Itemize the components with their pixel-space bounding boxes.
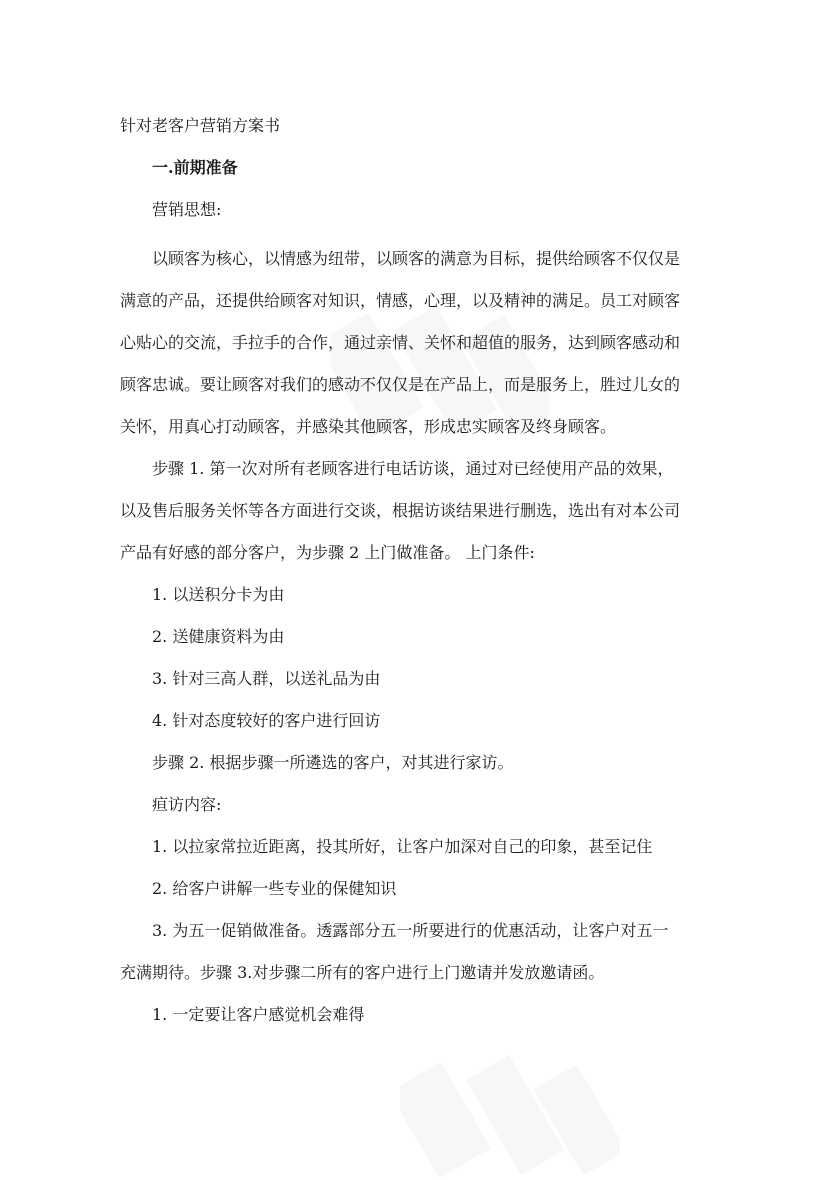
visit-content-heading: 疸访内容:: [152, 795, 222, 814]
step1-paragraph: [120, 448, 710, 574]
step3-list: [120, 994, 710, 1036]
list-item: 1. 一定要让客户感觉机会难得: [152, 1005, 365, 1024]
list-item-continuation: 充满期待。步骤 3.对步骤二所有的客户进行上门邀请并发放邀请函。: [120, 963, 605, 982]
list-item: 3. 针对三高人群，以送礼品为由: [152, 669, 381, 688]
list-item: 2. 送健康资料为由: [152, 627, 285, 646]
list-item: 3. 为五一促销做准备。透露部分五一所要进行的优惠活动，让客户对五一: [152, 921, 669, 940]
list-item: 1. 以送积分卡为由: [152, 585, 285, 604]
paragraph-line: 以顾客为核心，以情感为纽带，以顾客的满意为目标，提供给顾客不仅仅是: [152, 249, 681, 268]
list-item: 1. 以拉家常拉近距离，投其所好，让客户加深对自己的印象，甚至记住: [152, 837, 653, 856]
paragraph-line: 心贴心的交流，手拉手的合作，通过亲情、关怀和超值的服务，达到顾客感动和: [120, 333, 681, 352]
section-heading: 一.前期准备: [152, 158, 238, 177]
section-subheading: 营销思想:: [152, 200, 222, 219]
watermark-graphic-bottom: [400, 1050, 620, 1180]
document-page: [120, 112, 710, 1036]
paragraph-line: 顾客忠诚。要让顾客对我们的感动不仅仅是在产品上，而是服务上，胜过儿女的: [120, 375, 681, 394]
paragraph-line: 步骤 1. 第一次对所有老顾客进行电话访谈，通过对已经使用产品的效果，: [152, 459, 674, 478]
step2-list: [120, 826, 710, 994]
list-item: 2. 给客户讲解一些专业的保健知识: [152, 879, 397, 898]
step2-line: 步骤 2. 根据步骤一所遴选的客户，对其进行家访。: [152, 753, 514, 772]
paragraph-line: 产品有好感的部分客户，为步骤 2 上门做准备。 上门条件:: [120, 543, 535, 562]
step1-list: [120, 574, 710, 742]
paragraph-line: 满意的产品，还提供给顾客对知识，情感，心理，以及精神的满足。员工对顾客: [120, 291, 681, 310]
list-item: 4. 针对态度较好的客户进行回访: [152, 711, 381, 730]
marketing-philosophy-paragraph: [120, 238, 710, 448]
paragraph-line: 关怀，用真心打动顾客，并感染其他顾客，形成忠实顾客及终身顾客。: [120, 417, 617, 436]
document-title: 针对老客户营销方案书: [120, 116, 281, 135]
paragraph-line: 以及售后服务关怀等各方面进行交谈，根据访谈结果进行删选，选出有对本公司: [120, 501, 681, 520]
